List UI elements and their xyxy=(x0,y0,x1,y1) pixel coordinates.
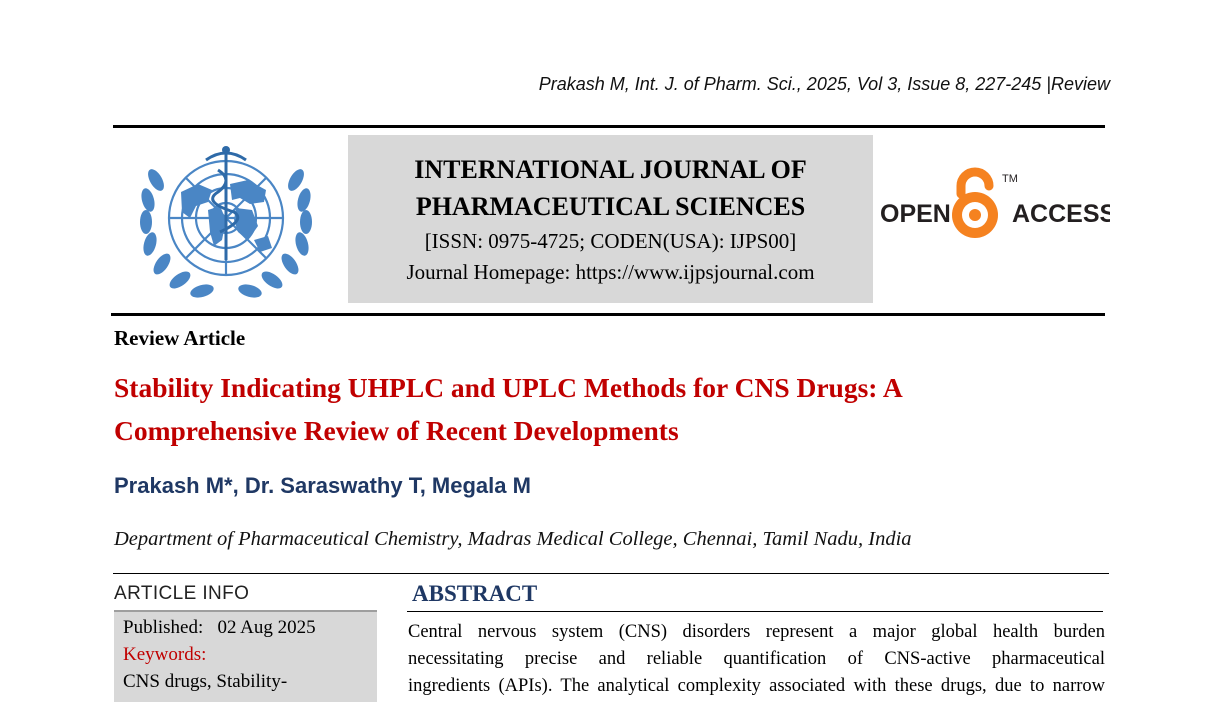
journal-name xyxy=(348,151,873,225)
article-info-heading: ARTICLE INFO xyxy=(114,583,250,604)
article-title xyxy=(114,366,1104,452)
published-date: 02 Aug 2025 xyxy=(217,617,316,638)
article-title-line-2: Comprehensive Review of Recent Developments xyxy=(114,415,679,446)
keywords-text: CNS drugs, Stability- xyxy=(123,671,288,692)
journal-issn: [ISSN: 0975-4725; CODEN(USA): IJPS00] xyxy=(424,229,797,253)
open-access-access-text: ACCESS xyxy=(1012,200,1110,228)
journal-homepage[interactable]: Journal Homepage: https://www.ijpsjournal.com xyxy=(406,260,815,284)
running-head: Prakash M, Int. J. of Pharm. Sci., 2025, Vol 3, Issue 8, 227-245 |Review xyxy=(538,74,1110,94)
open-access-lock-icon xyxy=(952,172,998,238)
header-rule-top xyxy=(113,125,1105,128)
keywords-label: Keywords: xyxy=(123,644,207,665)
abstract-line: ingredients (APIs). The analytical complexity associated with these drugs, due to narrow xyxy=(408,676,1105,696)
open-access-logo xyxy=(878,164,1110,254)
affiliation: Department of Pharmaceutical Chemistry, Madras Medical College, Chennai, Tamil Nadu, India xyxy=(114,528,912,550)
article-type: Review Article xyxy=(114,326,246,350)
abstract-line: Central nervous system (CNS) disorders represent a major global health burden xyxy=(408,622,1105,642)
article-title-line-1: Stability Indicating UHPLC and UPLC Methods for CNS Drugs: A xyxy=(114,372,903,403)
abstract-rule xyxy=(407,611,1103,612)
abstract-line: necessitating precise and reliable quantification of CNS-active pharmaceutical xyxy=(408,649,1105,669)
published-label: Published: xyxy=(123,617,204,638)
journal-name-line-2: PHARMACEUTICAL SCIENCES xyxy=(415,192,806,221)
affiliation-rule xyxy=(113,573,1109,574)
journal-name-line-1: INTERNATIONAL JOURNAL OF xyxy=(414,155,807,184)
abstract-body xyxy=(408,619,1105,700)
abstract-heading: ABSTRACT xyxy=(412,581,538,606)
author-list: Prakash M*, Dr. Saraswathy T, Megala M xyxy=(114,473,531,498)
article-info-box xyxy=(114,612,377,702)
open-access-tm: TM xyxy=(1002,173,1018,185)
published-row xyxy=(114,614,377,641)
journal-masthead xyxy=(348,135,873,303)
journal-emblem-icon xyxy=(126,140,326,306)
header-rule-bottom xyxy=(111,313,1105,316)
open-access-open-text: OPEN xyxy=(880,200,951,228)
